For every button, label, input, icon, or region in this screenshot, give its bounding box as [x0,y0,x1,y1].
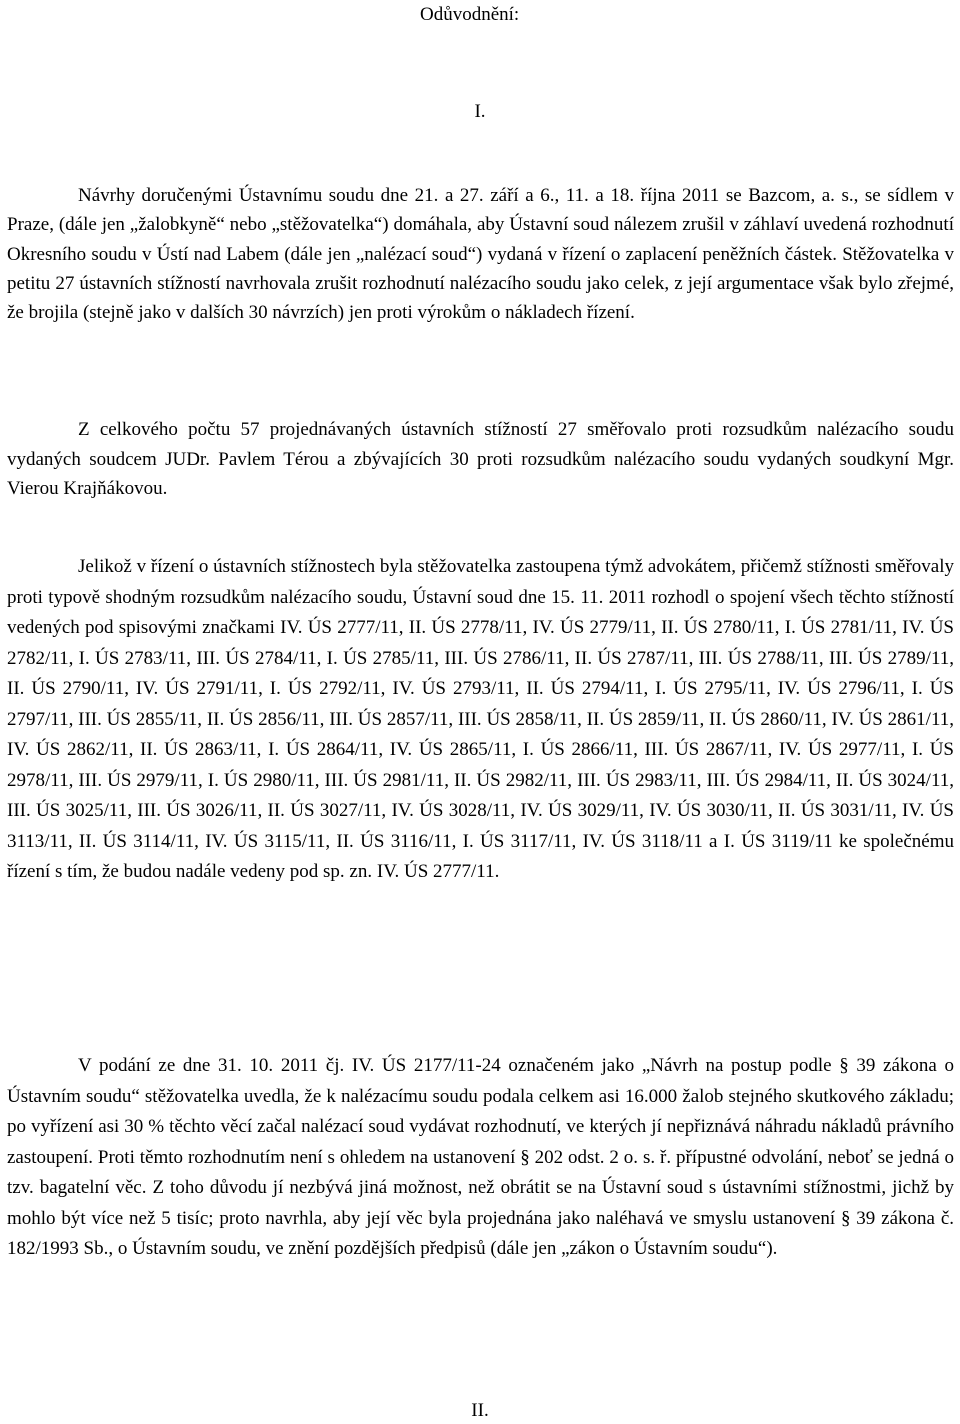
paragraph-4: V podání ze dne 31. 10. 2011 čj. IV. ÚS 2177/11-24 označeném jako „Návrh na postup podle § 39 zákona o Ústavním soudu“ stěžovatelka uvedla, že k nalézacímu soudu podala celkem asi 16.000 žalob stejného skutkového základu; po vyřízení asi 30 % těchto věcí začal nalézací soud vydávat rozhodnutí, ve kterých jí nepřiznává náhradu nákladů právního zastoupení. Proti těmto rozhodnutím není s ohledem na ustanovení § 202 odst. 2 o. s. ř. přípustné odvolání, neboť se jedná o tzv. bagatelní věc. Z toho důvodu jí nezbývá jiná možnost, než obrátit se na Ústavní soud s ústavními stížnostmi, jichž by mohlo být více než 5 tisíc; proto navrhla, aby její věc byla projednána jako naléhavá ve smyslu ustanovení § 39 zákona č. 182/1993 Sb., o Ústavním soudu, ve znění pozdějších předpisů (dále jen „zákon o Ústavním soudu“). [7,1055,954,1259]
section-number-1: I. [474,101,486,122]
paragraph-1: Návrhy doručenými Ústavnímu soudu dne 21. a 27. září a 6., 11. a 18. října 2011 se Bazcom, a. s., se sídlem v Praze, (dále jen „žalobkyně“ nebo „stěžovatelka“) domáhala, aby Ústavní soud nálezem zrušil v záhlaví uvedená rozhodnutí Okresního soudu v Ústí nad Labem (dále jen „nalézací soud“) vydaná v řízení o zaplacení peněžních částek. Stěžovatelka v petitu 27 ústavních stížností navrhovala zrušit rozhodnutí nalézacího soudu jako celek, z její argumentace však bylo zřejmé, že brojila (stejně jako v dalších 30 návrzích) jen proti výrokům o nákladech řízení. [7,185,954,324]
document-heading: Odůvodnění: [420,4,520,25]
section-number-2: II. [471,1400,489,1421]
paragraph-2: Z celkového počtu 57 projednávaných ústavních stížností 27 směřovalo proti rozsudkům nalézacího soudu vydaných soudcem JUDr. Pavlem Térou a zbývajících 30 proti rozsudkům nalézacího soudu vydaných soudkyní Mgr. Vierou Krajňákovou. [7,419,954,499]
paragraph-3: Jelikož v řízení o ústavních stížnostech byla stěžovatelka zastoupena týmž advokátem, přičemž stížnosti směřovaly proti typově shodným rozsudkům nalézacího soudu, Ústavní soud dne 15. 11. 2011 rozhodl o spojení všech těchto stížností vedených pod spisovými značkami IV. ÚS 2777/11, II. ÚS 2778/11, IV. ÚS 2779/11, II. ÚS 2780/11, I. ÚS 2781/11, IV. ÚS 2782/11, I. ÚS 2783/11, III. ÚS 2784/11, I. ÚS 2785/11, III. ÚS 2786/11, II. ÚS 2787/11, III. ÚS 2788/11, III. ÚS 2789/11, II. ÚS 2790/11, IV. ÚS 2791/11, I. ÚS 2792/11, IV. ÚS 2793/11, II. ÚS 2794/11, I. ÚS 2795/11, IV. ÚS 2796/11, I. ÚS 2797/11, III. ÚS 2855/11, II. ÚS 2856/11, III. ÚS 2857/11, III. ÚS 2858/11, II. ÚS 2859/11, II. ÚS 2860/11, IV. ÚS 2861/11, IV. ÚS 2862/11, II. ÚS 2863/11, I. ÚS 2864/11, IV. ÚS 2865/11, I. ÚS 2866/11, III. ÚS 2867/11, IV. ÚS 2977/11, I. ÚS 2978/11, III. ÚS 2979/11, I. ÚS 2980/11, III. ÚS 2981/11, II. ÚS 2982/11, III. ÚS 2983/11, III. ÚS 2984/11, II. ÚS 3024/11, III. ÚS 3025/11, III. ÚS 3026/11, II. ÚS 3027/11, IV. ÚS 3028/11, IV. ÚS 3029/11, IV. ÚS 3030/11, II. ÚS 3031/11, IV. ÚS 3113/11, II. ÚS 3114/11, IV. ÚS 3115/11, II. ÚS 3116/11, I. ÚS 3117/11, IV. ÚS 3118/11 a I. ÚS 3119/11 ke společnému řízení s tím, že budou nadále vedeny pod sp. zn. IV. ÚS 2777/11. [7,556,954,882]
